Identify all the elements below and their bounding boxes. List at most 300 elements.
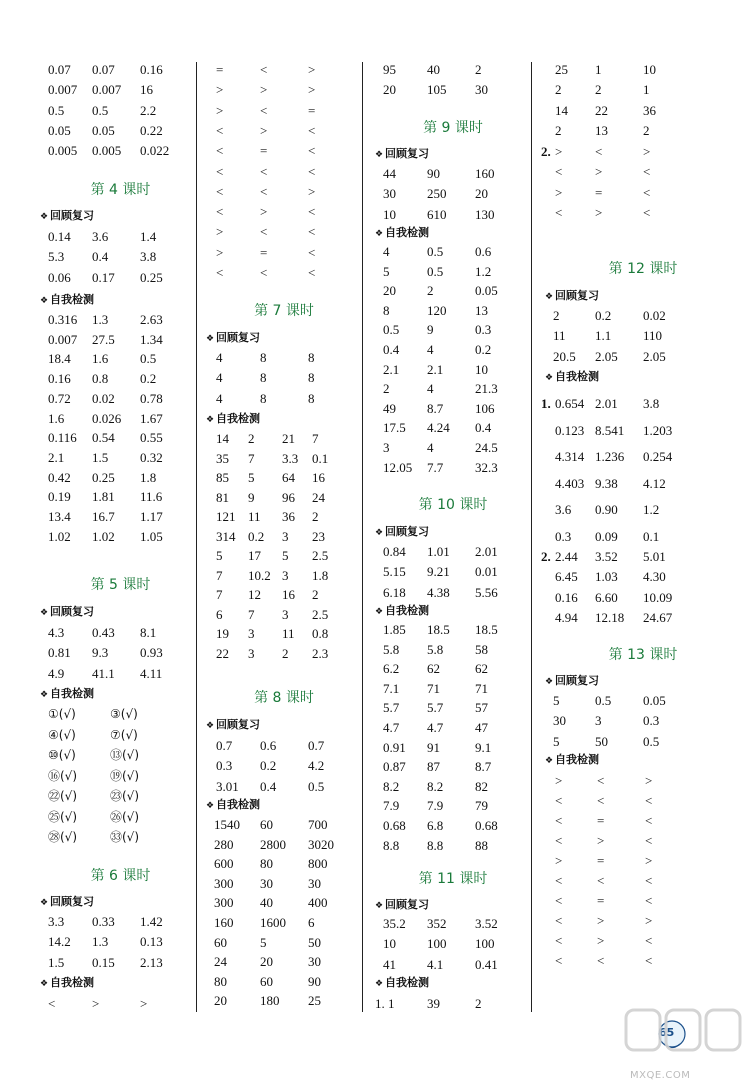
answer-cell: 1.6	[48, 410, 65, 426]
answer-cell: 3	[383, 440, 390, 455]
answer-cell: 0.2	[595, 308, 612, 323]
answer-cell: <	[260, 62, 268, 77]
answer-cell: <	[308, 244, 316, 260]
answer-cell: 0.93	[140, 645, 163, 661]
answer-cell: 30	[475, 82, 488, 98]
answer-cell: 7.7	[427, 459, 444, 475]
answer-cell: 4.7	[383, 720, 400, 735]
section-header	[40, 686, 94, 702]
answer-cell: 50	[308, 934, 321, 950]
answer-cell: 17	[248, 548, 261, 563]
answer-cell: >	[555, 773, 563, 788]
answer-cell: =	[597, 893, 605, 908]
answer-cell: 2	[555, 122, 562, 138]
answer-cell: 3	[248, 626, 255, 641]
answer-cell: 0.5	[383, 322, 400, 338]
answer-cell: 0.6	[475, 244, 492, 259]
answer-cell: 80	[260, 856, 273, 872]
answer-cell: 4	[427, 342, 434, 357]
answer-cell: 2.13	[140, 954, 163, 970]
answer-cell: 9	[248, 489, 255, 505]
answer-cell: 121	[216, 509, 236, 524]
answer-cell: 12.05	[383, 459, 413, 475]
answer-cell: >	[260, 204, 268, 220]
answer-cell: 9.38	[595, 475, 618, 491]
answer-cell: 41	[383, 956, 396, 972]
answer-cell: 60	[260, 973, 273, 989]
answer-cell: <	[597, 953, 605, 968]
answer-cell: 87	[427, 759, 440, 775]
answer-cell: 8.8	[383, 837, 400, 853]
answer-cell: 71	[427, 680, 440, 696]
answer-cell: 1.3	[92, 312, 109, 327]
answer-cell: 4	[216, 350, 223, 365]
answer-cell: 6	[216, 606, 223, 622]
answer-cell: 1.8	[312, 567, 329, 583]
answer-cell: 14.2	[48, 934, 71, 950]
section-header	[375, 603, 429, 619]
diamond-icon: ❖	[375, 229, 384, 239]
answer-cell: 0.8	[92, 371, 109, 387]
answer-cell: <	[555, 893, 563, 908]
answer-cell: 1.34	[140, 331, 163, 347]
answer-cell: 7.9	[383, 798, 400, 814]
answer-cell: 0.25	[140, 269, 163, 285]
answer-cell: 16.7	[92, 509, 115, 524]
answer-cell: 44	[383, 166, 396, 181]
answer-cell: 10.09	[643, 589, 673, 605]
answer-cell: 57	[475, 700, 488, 716]
answer-cell: 0.316	[48, 312, 78, 327]
answer-cell: 19	[216, 626, 229, 641]
answer-cell: 30	[260, 875, 273, 891]
answer-cell: 0.91	[383, 739, 406, 755]
section-label: 回顾复习	[555, 674, 599, 687]
answer-cell: 0.05	[475, 283, 498, 299]
answer-cell: 0.4	[383, 342, 400, 357]
diamond-icon: ❖	[206, 801, 215, 811]
answer-cell: 0.1	[643, 528, 660, 544]
answer-cell: 2.05	[595, 348, 618, 364]
question-number: 2.	[541, 144, 551, 159]
section-header	[206, 717, 260, 733]
answer-cell: 6.8	[427, 818, 444, 833]
answer-cell: 1.02	[48, 528, 71, 544]
answer-cell: 10	[383, 206, 396, 222]
answer-cell: 100	[475, 936, 495, 952]
answer-cell: 8.2	[383, 778, 400, 794]
answer-cell: =	[260, 143, 268, 159]
section-header	[545, 288, 599, 304]
answer-cell: 1.3	[92, 934, 109, 950]
answer-cell: 95	[383, 62, 396, 77]
answer-cell: 1.203	[643, 422, 673, 438]
answer-cell: 2	[595, 82, 602, 98]
answer-cell: 3	[282, 606, 289, 622]
answer-cell: 1.5	[48, 954, 65, 970]
answer-cell: 90	[427, 166, 440, 181]
answer-cell: 0.25	[92, 469, 115, 485]
answer-cell: 0.14	[48, 229, 71, 244]
answer-cell: 20	[383, 283, 396, 299]
answer-cell: 0.42	[48, 469, 71, 485]
answer-cell: 2.5	[312, 606, 329, 622]
answer-cell: 0.3	[643, 713, 660, 729]
answer-cell: <	[645, 833, 653, 848]
answer-cell: 2.63	[140, 312, 163, 327]
answer-cell: >	[216, 102, 224, 118]
answer-cell: 30	[308, 875, 321, 891]
section-label: 自我检测	[385, 976, 429, 989]
answer-cell: 5	[282, 548, 289, 563]
answer-cell: 5.3	[48, 249, 65, 265]
answer-cell: 4.30	[643, 569, 666, 585]
section-header	[545, 673, 599, 689]
answer-cell: 13	[595, 122, 608, 138]
answer-cell: 0.16	[140, 62, 163, 77]
answer-cell: <	[308, 224, 316, 240]
answer-cell: 5	[383, 263, 390, 279]
answer-cell: >	[308, 82, 316, 98]
answer-cell: 8	[308, 390, 315, 406]
answer-cell: 314	[216, 528, 236, 544]
answer-cell: 0.19	[48, 489, 71, 505]
answer-cell: 1.2	[475, 263, 492, 279]
answer-cell: 8.2	[427, 778, 444, 794]
answer-cell: 71	[475, 680, 488, 696]
answer-cell: 30	[308, 954, 321, 970]
answer-cell: 800	[308, 856, 328, 872]
answer-cell: =	[597, 813, 605, 828]
answer-cell: 280	[214, 836, 234, 852]
answer-cell: >	[555, 184, 563, 200]
answer-cell: 0.90	[595, 502, 618, 517]
answer-cell: 2	[312, 509, 319, 524]
diamond-icon: ❖	[545, 756, 554, 766]
answer-cell: <	[597, 773, 605, 788]
answer-cell: ㉓(√)	[110, 789, 140, 803]
answer-cell: 160	[475, 166, 495, 181]
answer-cell: 0.2	[260, 758, 277, 774]
question-number: 1.	[541, 396, 551, 411]
answer-cell: >	[260, 122, 268, 138]
diamond-icon: ❖	[545, 677, 554, 687]
answer-cell: <	[308, 143, 316, 159]
answer-cell: 0.02	[643, 308, 666, 323]
answer-cell: 1.85	[383, 622, 406, 637]
answer-cell: 36	[282, 509, 295, 524]
answer-cell: 4	[383, 244, 390, 259]
answer-cell: 91	[427, 739, 440, 755]
answer-cell: 41.1	[92, 665, 115, 681]
answer-cell: 3.52	[595, 549, 618, 564]
answer-cell: 7	[248, 450, 255, 466]
answer-cell: 1.01	[427, 544, 450, 559]
answer-cell: 110	[643, 328, 663, 344]
answer-cell: 0.15	[92, 954, 115, 970]
answer-cell: <	[645, 893, 653, 908]
answer-cell: 700	[308, 817, 328, 832]
diamond-icon: ❖	[206, 334, 215, 344]
answer-cell: 3.8	[140, 249, 157, 265]
lesson-title: 第 5 课时	[90, 577, 151, 593]
answer-cell: >	[555, 144, 563, 159]
answer-cell: 0.4	[475, 420, 492, 436]
section-label: 自我检测	[555, 753, 599, 766]
answer-cell: <	[555, 913, 563, 928]
answer-cell: 0.4	[92, 249, 109, 265]
answer-cell: 2.1	[427, 361, 444, 377]
answer-cell: 0.007	[92, 82, 122, 98]
answer-cell: 0.54	[92, 430, 115, 446]
answer-cell: 47	[475, 720, 488, 735]
answer-cell: 3.01	[216, 778, 239, 794]
section-label: 回顾复习	[216, 718, 260, 731]
answer-cell: 1.236	[595, 449, 625, 464]
answer-cell: >	[216, 224, 224, 240]
answer-cell: 25	[308, 993, 321, 1009]
answer-cell: 2	[553, 308, 560, 323]
answer-cell: 11	[248, 509, 261, 524]
answer-cell: 4.2	[308, 758, 325, 774]
lesson-title: 第 7 课时	[254, 303, 314, 319]
answer-cell: 4	[216, 370, 223, 386]
answer-cell: <	[216, 163, 224, 179]
answer-cell: 0.17	[92, 269, 115, 285]
answer-cell: 2	[312, 587, 319, 602]
answer-cell: <	[555, 813, 563, 828]
answer-cell: 5	[553, 733, 560, 749]
answer-cell: 5.01	[643, 549, 666, 564]
answer-cell: >	[597, 933, 605, 948]
column-divider	[531, 62, 532, 1012]
answer-cell: 0.09	[595, 528, 618, 544]
answer-cell: 20	[260, 954, 273, 970]
answer-cell: 2	[555, 82, 562, 98]
answer-cell: 0.68	[475, 818, 498, 833]
answer-cell: <	[645, 793, 653, 808]
answer-cell: 13.4	[48, 509, 71, 524]
answer-cell: 0.4	[260, 778, 277, 794]
answer-cell: ⑲(√)	[110, 768, 140, 783]
answer-cell: 180	[260, 993, 280, 1009]
answer-cell: 0.022	[140, 143, 170, 159]
answer-cell: <	[216, 265, 224, 280]
answer-cell: 0.254	[643, 449, 673, 464]
answer-cell: 0.654	[555, 396, 585, 411]
answer-cell: >	[308, 183, 316, 199]
lesson-title: 第 11 课时	[418, 871, 488, 887]
answer-cell: 1.42	[140, 914, 163, 929]
section-label: 回顾复习	[555, 289, 599, 302]
answer-cell: 4.11	[140, 665, 163, 681]
answer-cell: 30	[553, 713, 566, 729]
answer-cell: 96	[282, 489, 295, 505]
answer-cell: 4.12	[643, 475, 666, 491]
answer-cell: <	[643, 164, 651, 180]
answer-cell: 24	[312, 489, 325, 505]
watermark-text: MXQE.COM	[630, 1070, 691, 1081]
answer-cell: 100	[427, 936, 447, 952]
answer-cell: ㉘(√)	[48, 830, 78, 844]
section-header	[545, 369, 599, 385]
answer-cell: 62	[427, 661, 440, 677]
answer-cell: 14	[555, 102, 568, 118]
answer-cell: 32.3	[475, 459, 498, 475]
answer-cell: <	[260, 265, 268, 280]
answer-cell: 27.5	[92, 331, 115, 347]
answer-cell: 24	[214, 954, 227, 970]
answer-cell: 8	[260, 350, 267, 365]
answer-cell: 30	[383, 186, 396, 202]
answer-cell: 1600	[260, 915, 286, 930]
answer-cell: 0.55	[140, 430, 163, 446]
answer-cell: 7	[216, 587, 223, 602]
answer-cell: <	[645, 873, 653, 888]
answer-cell: 0.5	[427, 263, 444, 279]
diamond-icon: ❖	[375, 150, 384, 160]
answer-cell: 0.05	[48, 122, 71, 138]
section-label: 回顾复习	[50, 209, 94, 222]
diamond-icon: ❖	[375, 979, 384, 989]
answer-cell: 8	[308, 370, 315, 386]
answer-cell: 400	[308, 895, 328, 911]
answer-cell: 0.06	[48, 269, 71, 285]
answer-cell: 4.314	[555, 449, 585, 464]
answer-cell: <	[260, 163, 268, 179]
diamond-icon: ❖	[40, 979, 49, 989]
section-label: 回顾复习	[385, 898, 429, 911]
answer-cell: >	[645, 853, 653, 868]
answer-cell: 2	[248, 431, 255, 446]
answer-cell: 23	[312, 528, 325, 544]
section-label: 回顾复习	[385, 525, 429, 538]
section-label: 自我检测	[50, 687, 94, 700]
answer-cell: 0.01	[475, 564, 498, 580]
answer-cell: ㉝(√)	[110, 830, 140, 844]
answer-cell: 24.67	[643, 609, 673, 625]
answer-cell: 1.02	[92, 528, 115, 544]
diamond-icon: ❖	[40, 296, 49, 306]
answer-cell: <	[48, 996, 56, 1011]
section-header	[375, 524, 429, 540]
answer-cell: 60	[214, 934, 227, 950]
answer-cell: 2.01	[595, 396, 618, 411]
answer-cell: 40	[260, 895, 273, 911]
answer-cell: 2800	[260, 836, 286, 852]
diamond-icon: ❖	[40, 212, 49, 222]
answer-cell: 0.72	[48, 390, 71, 406]
answer-cell: 0.1	[312, 450, 329, 466]
answer-cell: 8	[260, 370, 267, 386]
answer-cell: 7.9	[427, 798, 444, 814]
answer-cell: >	[308, 62, 316, 77]
answer-cell: ㉖(√)	[110, 809, 140, 824]
answer-cell: 0.026	[92, 410, 122, 426]
answer-cell: 39	[427, 996, 440, 1011]
answer-cell: 7	[312, 431, 319, 446]
answer-cell: 5.56	[475, 584, 498, 600]
section-header	[375, 146, 429, 162]
answer-cell: 1.03	[595, 569, 618, 585]
answer-cell: <	[216, 122, 224, 138]
answer-cell: 1. 1	[375, 996, 395, 1011]
answer-cell: 2	[282, 645, 289, 661]
answer-cell: 12	[248, 587, 261, 602]
answer-cell: 4.3	[48, 625, 65, 640]
answer-cell: 1.8	[140, 469, 157, 485]
answer-cell: 3020	[308, 836, 334, 852]
lesson-title: 第 6 课时	[90, 868, 151, 884]
answer-cell: 160	[214, 915, 234, 930]
answer-cell: <	[555, 873, 563, 888]
answer-cell: 0.43	[92, 625, 115, 640]
answer-cell: ⑬(√)	[110, 748, 140, 762]
answer-cell: 16	[312, 470, 325, 485]
answer-cell: 4	[216, 390, 223, 406]
answer-cell: 8	[260, 390, 267, 406]
section-header	[375, 897, 429, 913]
answer-cell: 21.3	[475, 381, 498, 397]
answer-cell: 90	[308, 973, 321, 989]
answer-cell: 14	[216, 431, 229, 446]
answer-cell: 10	[475, 361, 488, 377]
answer-cell: 2	[475, 996, 482, 1011]
answer-cell: 0.5	[308, 778, 325, 794]
answer-cell: <	[595, 144, 603, 159]
answer-cell: 7	[248, 606, 255, 622]
answer-cell: 64	[282, 470, 295, 485]
answer-cell: 20	[214, 993, 227, 1009]
answer-cell: 8.541	[595, 422, 625, 438]
answer-cell: 0.81	[48, 645, 71, 661]
answer-cell: >	[260, 82, 268, 98]
answer-cell: 352	[427, 916, 447, 931]
answer-cell: <	[643, 204, 651, 220]
answer-cell: 0.32	[140, 449, 163, 465]
column-divider	[196, 62, 197, 1012]
answer-cell: 85	[216, 470, 229, 485]
answer-cell: 17.5	[383, 420, 406, 436]
answer-cell: 3.3	[282, 450, 299, 466]
answer-cell: 0.05	[92, 122, 115, 138]
answer-cell: 1.6	[92, 351, 109, 367]
answer-cell: 7.1	[383, 680, 400, 696]
answer-cell: >	[595, 164, 603, 180]
answer-cell: 9	[427, 322, 434, 338]
answer-cell: <	[555, 953, 563, 968]
answer-cell: 0.87	[383, 759, 406, 775]
answer-cell: 18.4	[48, 351, 71, 367]
answer-cell: 1.2	[643, 502, 660, 517]
answer-cell: 0.7	[216, 738, 233, 753]
answer-cell: 2	[427, 283, 434, 299]
answer-cell: 18.5	[475, 622, 498, 637]
answer-cell: ③(√)	[110, 707, 138, 721]
answer-cell: 5.7	[427, 700, 444, 716]
answer-cell: ④(√)	[48, 727, 76, 742]
answer-cell: 0.007	[48, 82, 78, 98]
answer-cell: 300	[214, 895, 234, 911]
answer-cell: 0.116	[48, 430, 77, 446]
answer-cell: 5	[248, 470, 255, 485]
answer-cell: 4.7	[427, 720, 444, 735]
question-number: 2.	[541, 549, 551, 564]
answer-cell: ⑩(√)	[48, 748, 76, 762]
answer-cell: 24.5	[475, 440, 498, 455]
answer-cell: 62	[475, 661, 488, 677]
answer-cell: 3	[282, 567, 289, 583]
